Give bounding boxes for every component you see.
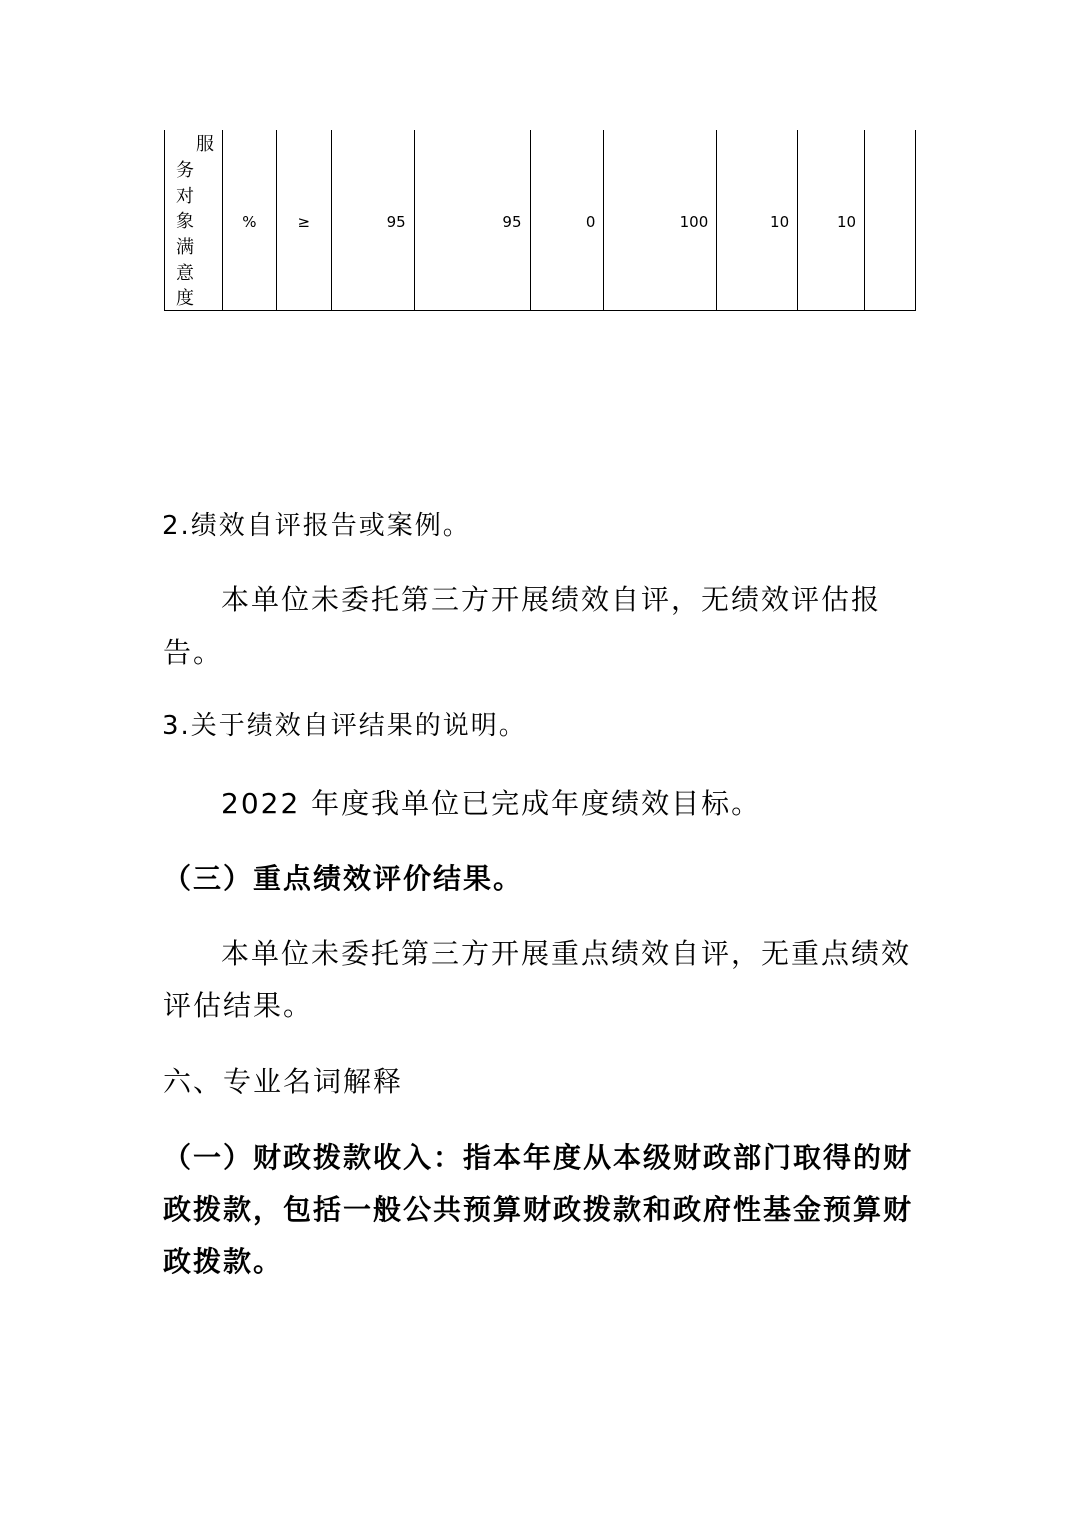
paragraph-line: 告。 xyxy=(163,636,224,669)
paragraph-line: 本单位未委托第三方开展绩效自评，无绩效评估报 xyxy=(221,583,882,616)
operator-cell xyxy=(277,130,332,310)
heading-key-evaluation: （三）重点绩效评价结果。 xyxy=(163,862,524,895)
paragraph-line: 评估结果。 xyxy=(163,989,314,1022)
deviation-value: 0 xyxy=(585,213,596,231)
remark-cell xyxy=(865,130,916,310)
heading-result-explanation: 3.关于绩效自评结果的说明。 xyxy=(162,711,527,741)
completion-rate-value: 100 xyxy=(679,213,709,231)
performance-table-row xyxy=(164,130,916,311)
score-cell xyxy=(798,130,865,310)
heading-self-evaluation-report: 2.绩效自评报告或案例。 xyxy=(162,511,471,541)
completion-rate-cell xyxy=(604,130,717,310)
indicator-name-char: 度 xyxy=(176,288,194,309)
deviation-cell xyxy=(531,130,605,310)
indicator-name-char: 象 xyxy=(176,211,194,232)
weight-cell xyxy=(717,130,798,310)
indicator-name-char: 满 xyxy=(176,237,194,258)
unit-value: % xyxy=(242,213,257,231)
paragraph-line: 本单位未委托第三方开展重点绩效自评，无重点绩效 xyxy=(221,937,912,970)
actual-value-cell xyxy=(415,130,531,310)
paragraph-line: 2022 年度我单位已完成年度绩效目标。 xyxy=(221,787,762,820)
paragraph-line: （一）财政拨款收入：指本年度从本级财政部门取得的财 xyxy=(163,1141,914,1174)
indicator-name-vertical xyxy=(165,130,222,310)
paragraph-line: 政拨款。 xyxy=(163,1245,284,1278)
indicator-name-char: 务 xyxy=(176,160,194,181)
indicator-name-char: 服 xyxy=(196,134,214,155)
indicator-name-char: 对 xyxy=(176,186,194,207)
actual-value: 95 xyxy=(502,213,522,231)
paragraph-line: 政拨款，包括一般公共预算财政拨款和政府性基金预算财 xyxy=(163,1193,914,1226)
target-value: 95 xyxy=(386,213,406,231)
score-value: 10 xyxy=(836,213,857,231)
unit-cell xyxy=(223,130,277,310)
heading-terminology: 六、专业名词解释 xyxy=(163,1065,404,1098)
indicator-name-cell xyxy=(165,130,223,310)
operator-value: ≥ xyxy=(297,213,311,231)
indicator-name-char: 意 xyxy=(176,263,194,284)
weight-value: 10 xyxy=(770,213,790,231)
target-value-cell xyxy=(332,130,415,310)
